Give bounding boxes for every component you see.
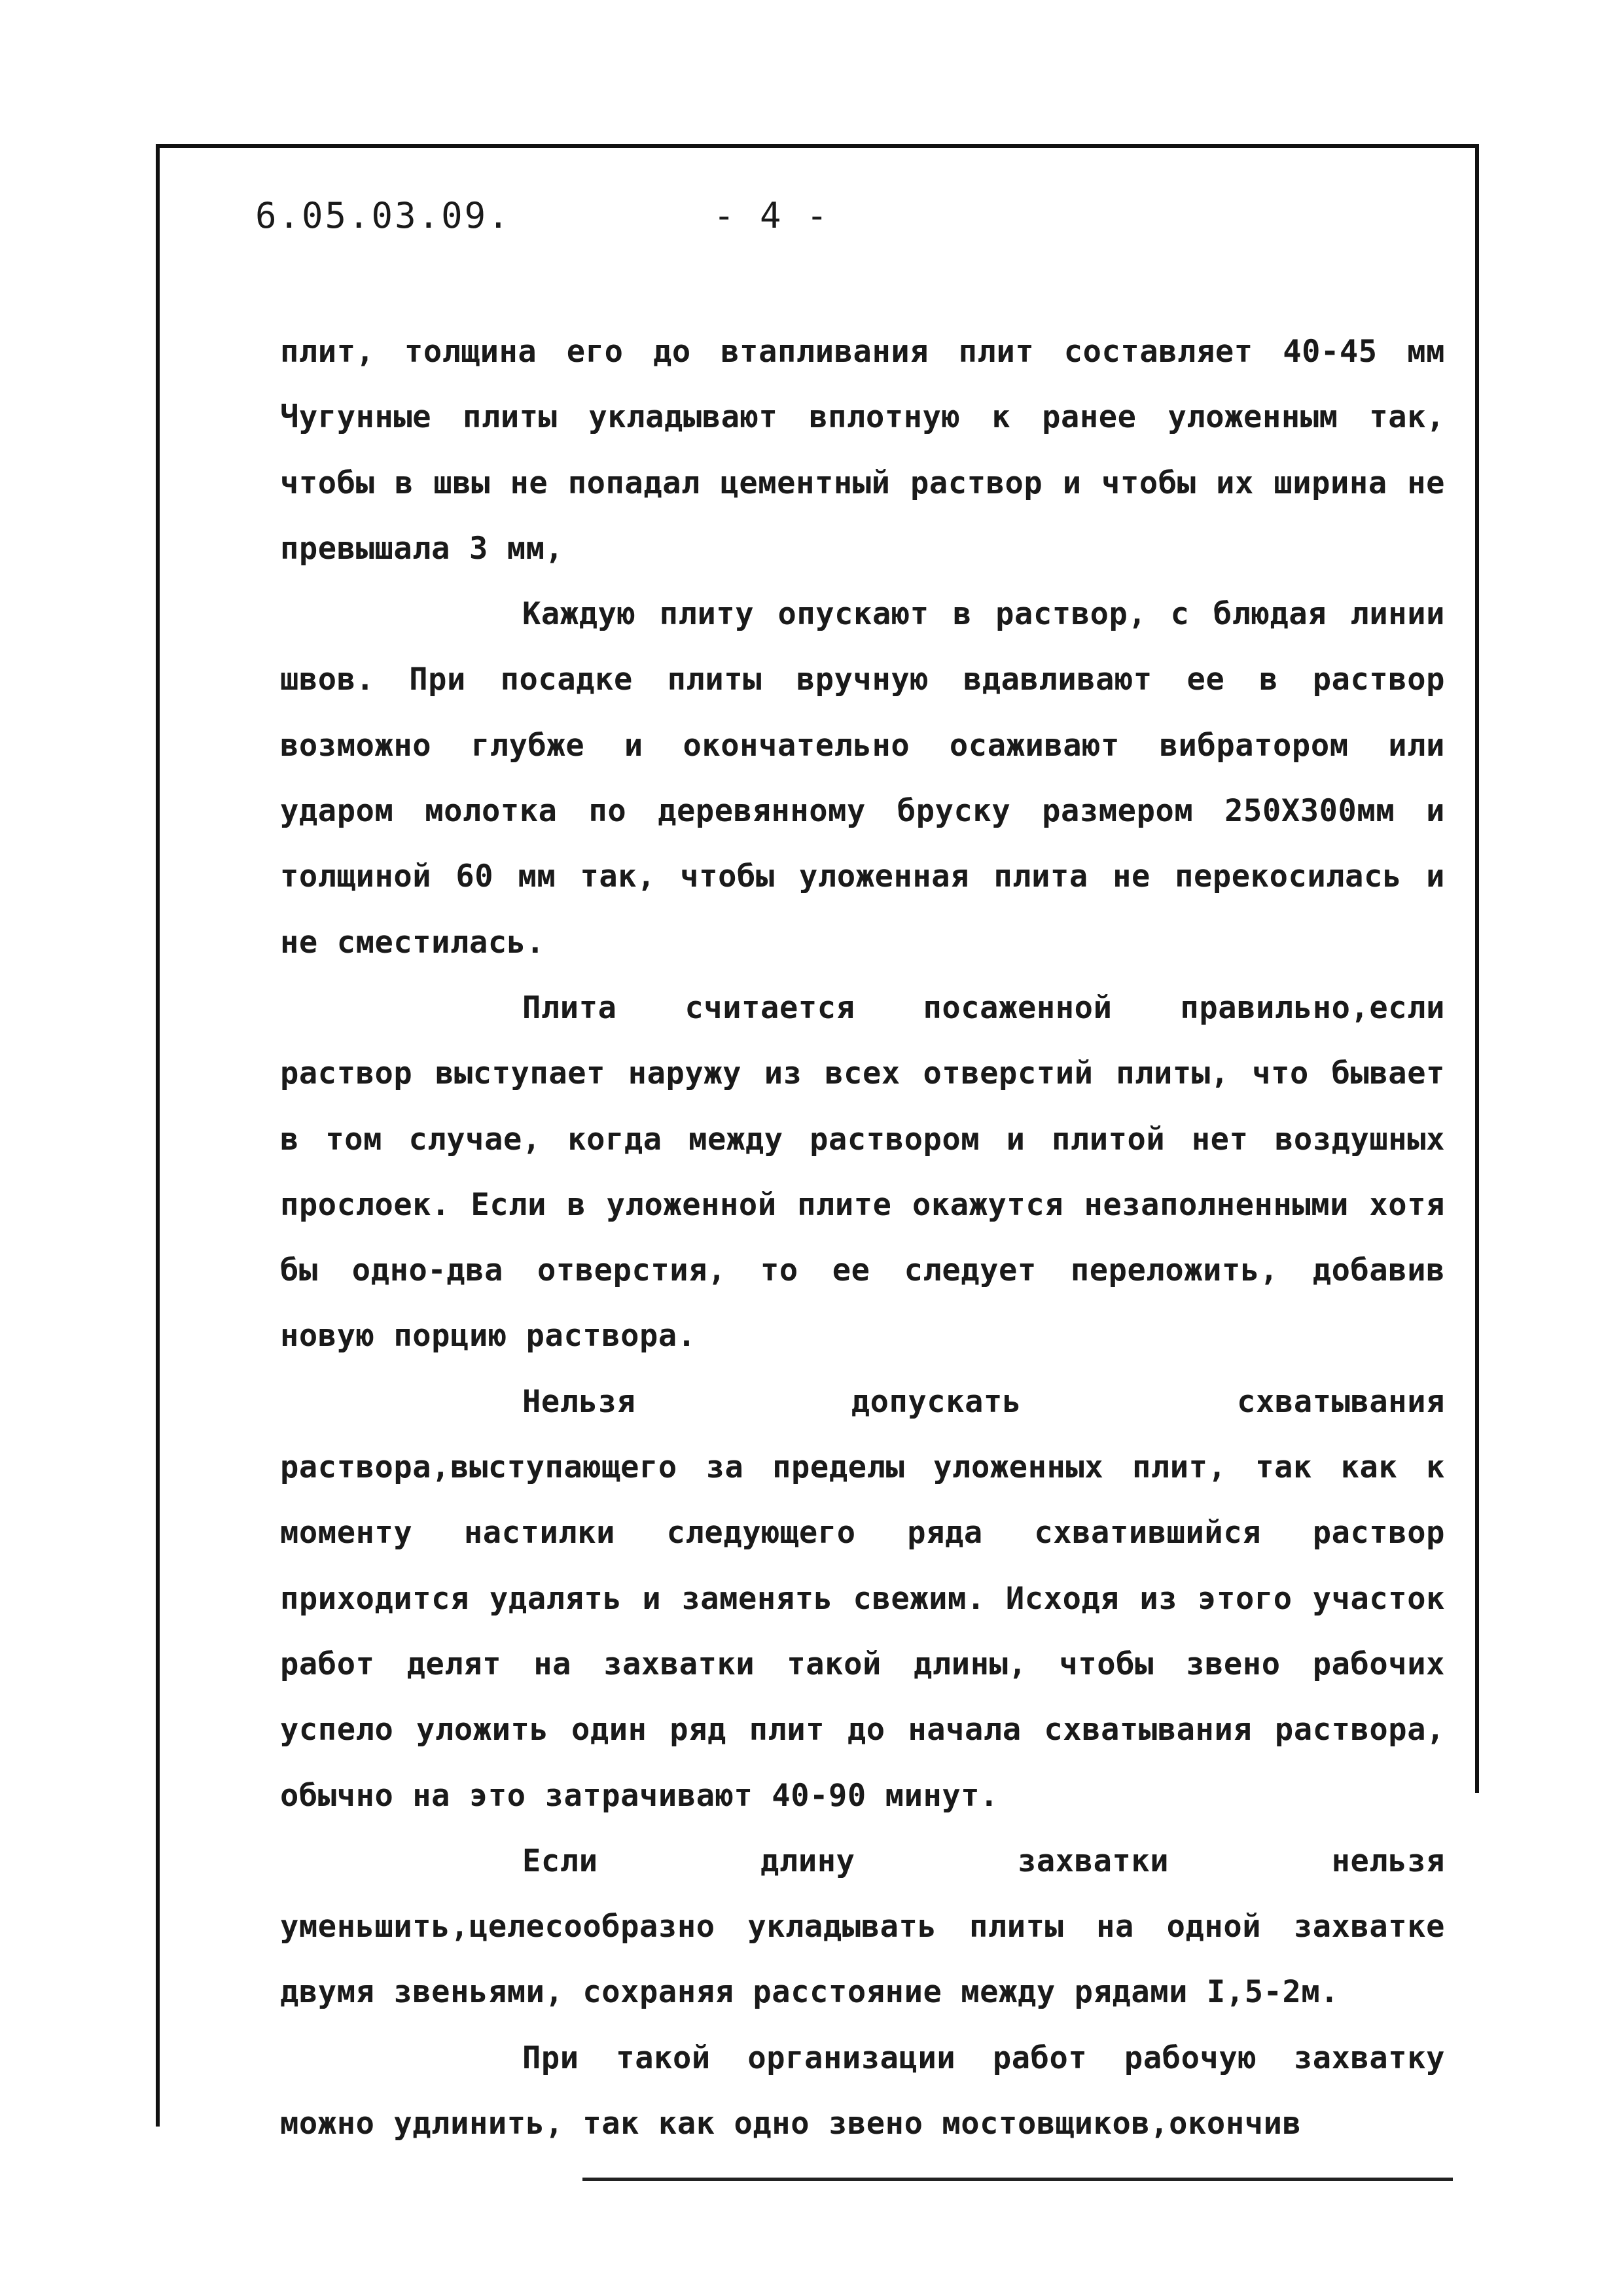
- document-code: 6.05.03.09.: [255, 195, 511, 236]
- paragraph-1: плит, толщина его до втапливания плит составляет 40-45 мм Чугунные плиты укладывают вплотную к ранее уложенным так, чтобы в швы не попадал цементный раствор и чтобы их ширина не превышала 3 мм,: [280, 334, 1445, 567]
- page-number: - 4 -: [713, 195, 830, 236]
- page-frame-bottom-line: [582, 2178, 1453, 2181]
- document-body: [280, 319, 1445, 2157]
- paragraph-3: Плита считается посаженной правильно,если раствор выступает наружу из всех отверстий плиты, что бывает в том случае, когда между раствором и плитой нет воздушных прослоек. Если в уложенной плите окажутся незаполненными хотя бы одно-два отверстия, то ее следует переложить, добавив новую порцию раствора.: [280, 989, 1445, 1354]
- paragraph-4: Нельзя допускать схватывания раствора,выступающего за пределы уложенных плит, так как к моменту настилки следующего ряда схватившийся раствор приходится удалять и заменять свежим. Исходя из этого участок работ делят на захватки такой длины, чтобы звено рабочих успело уложить один ряд плит до начала схватывания раствора, обычно на это затрачивают 40-90 минут.: [280, 1383, 1445, 1814]
- page-frame-left-line: [156, 144, 160, 2127]
- paragraph-2: Каждую плиту опускают в раствор, с блюдая линии швов. При посадке плиты вручную вдавливают ее в раствор возможно глубже и окончательно осаживают вибратором или ударом молотка по деревянному бруску размером 250Х300мм и толщиной 60 мм так, чтобы уложенная плита не перекосилась и не сместилась.: [280, 596, 1445, 961]
- paragraph-6: При такой организации работ рабочую захватку можно удлинить, так как одно звено мостовщиков,окончив: [280, 2040, 1445, 2142]
- page-frame-top-line: [156, 144, 1479, 148]
- page-frame-right-line: [1475, 144, 1479, 1793]
- paragraph-5: Если длину захватки нельзя уменьшить,целесообразно укладывать плиты на одной захватке двумя звеньями, сохраняя расстояние между рядами I,5-2м.: [280, 1843, 1445, 2011]
- page-header: [255, 195, 1171, 247]
